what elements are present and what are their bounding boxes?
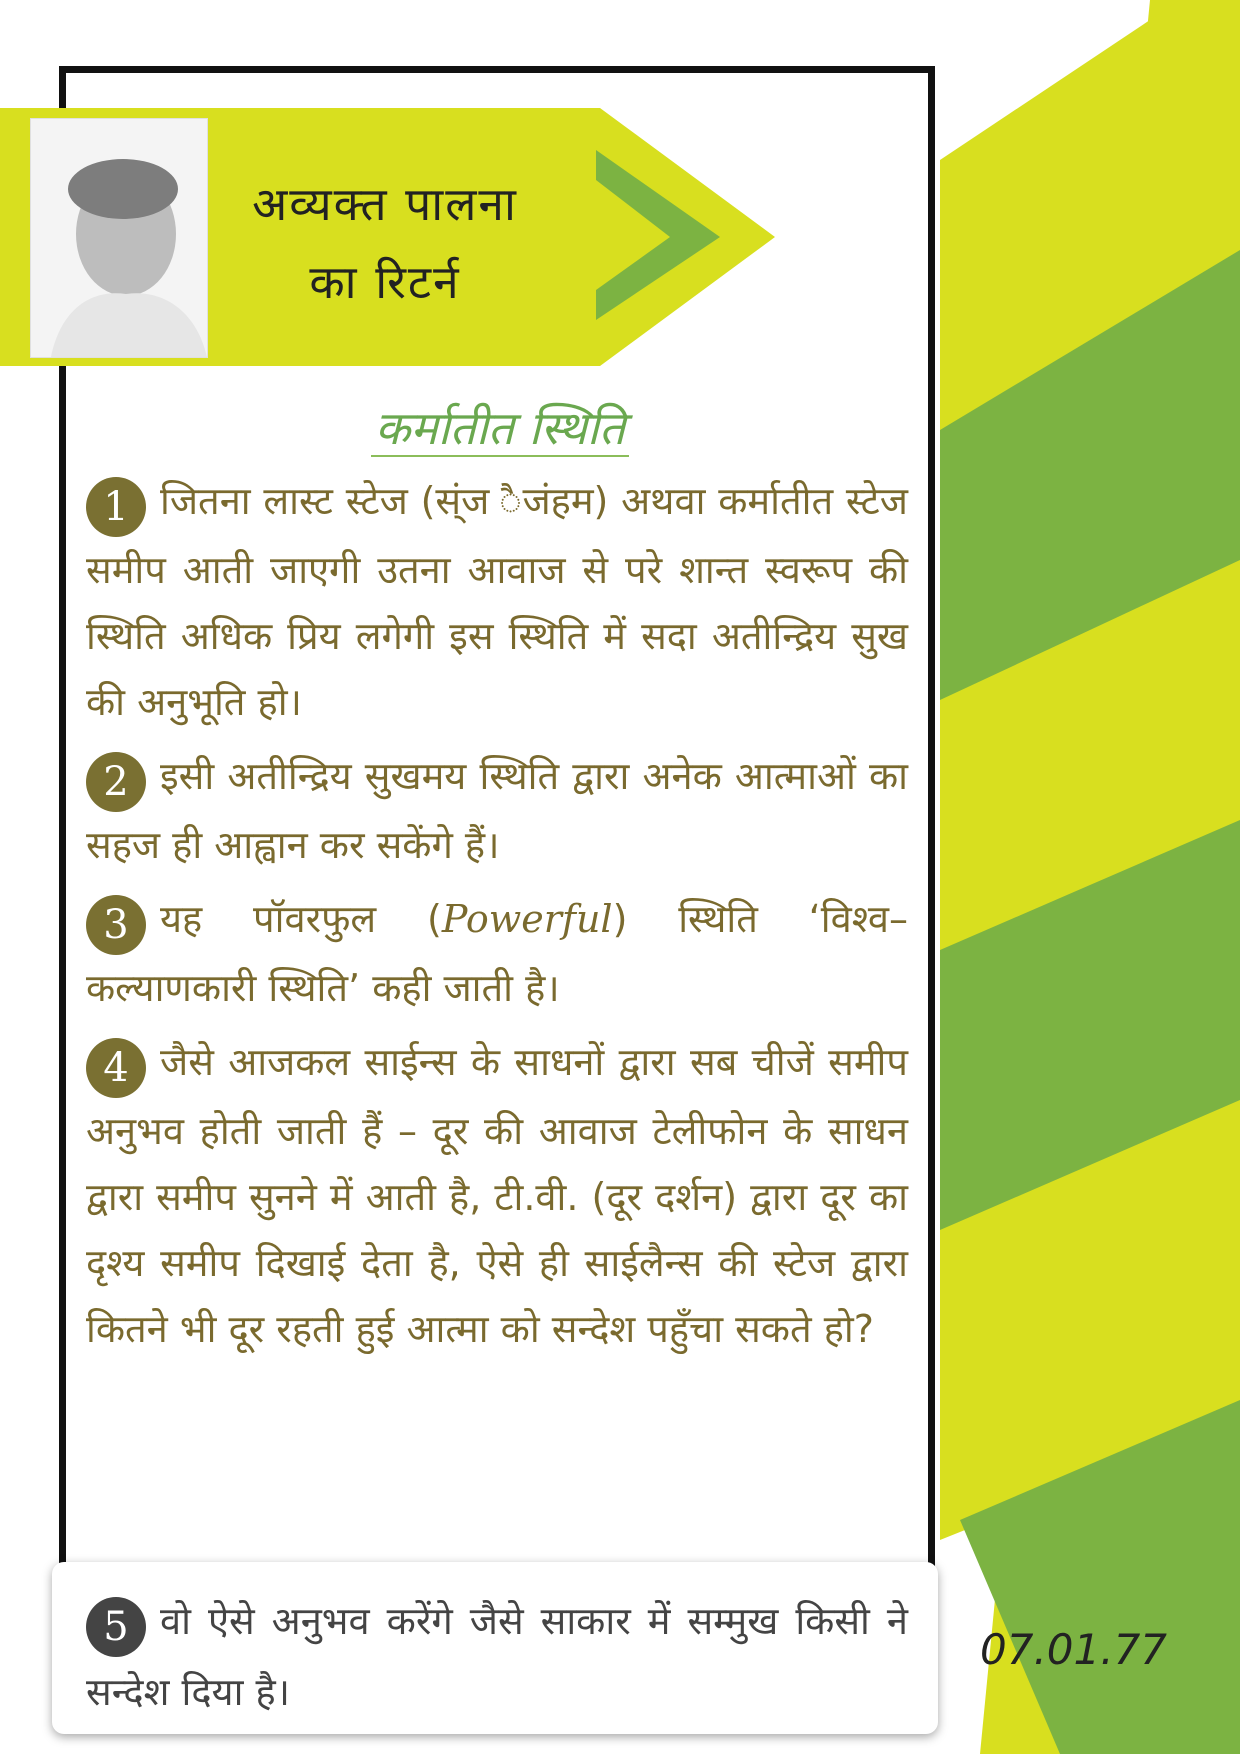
banner-title-line1: अव्यक्त पालना (252, 177, 518, 231)
point-text-english: Powerful (441, 897, 613, 941)
point-3 (86, 886, 908, 1021)
point-number-badge: 4 (86, 1038, 146, 1098)
point-4 (86, 1029, 908, 1362)
section-heading: कर्मातीत स्थिति (0, 396, 1000, 458)
point-number-badge: 2 (86, 752, 146, 812)
point-text: जितना लास्ट स्टेज (स्ंज ैजंहम) अथवा कर्मातीत स्टेज समीप आती जाएगी उतना आवाज से परे शान्त स्वरूप की स्थिति अधिक प्रिय लगेगी इस स्थिति में सदा अतीन्द्रिय सुख की अनुभूति हो। (86, 479, 908, 724)
point-number-badge: 3 (86, 895, 146, 955)
point-text: इसी अतीन्द्रिय सुखमय स्थिति द्वारा अनेक आत्माओं का सहज ही आह्वान कर सकेंगे हैं। (86, 754, 908, 867)
points-list (86, 468, 908, 1370)
point-1 (86, 468, 908, 735)
point-5-box (52, 1562, 938, 1734)
banner-title-line2: का रिटर्न (309, 255, 461, 309)
point-text: वो ऐसे अनुभव करेंगे जैसे साकार में सम्मुख किसी ने सन्देश दिया है। (86, 1599, 908, 1714)
point-number-badge: 1 (86, 477, 146, 537)
point-text: जैसे आजकल साईन्स के साधनों द्वारा सब चीजें समीप अनुभव होती जाती हैं – दूर की आवाज टेलीफोन के साधन द्वारा समीप सुनने में आती है, टी.वी. (दूर दर्शन) द्वारा दूर का दृश्य समीप दिखाई देता है, ऐसे ही साईलैन्स की स्टेज द्वारा कितने भी दूर रहती हुई आत्मा को सन्देश पहुँचा सकते हो? (86, 1040, 908, 1351)
point-text-before: यह पॉवरफुल ( (160, 897, 442, 941)
point-2 (86, 743, 908, 878)
point-number-badge: 5 (86, 1597, 146, 1657)
point-text-after: ) स्थिति ‘विश्व–कल्याणकारी स्थिति’ कही जाती है। (86, 897, 908, 1010)
portrait-photo (30, 118, 208, 358)
date-label: 07.01.77 (980, 1625, 1168, 1674)
